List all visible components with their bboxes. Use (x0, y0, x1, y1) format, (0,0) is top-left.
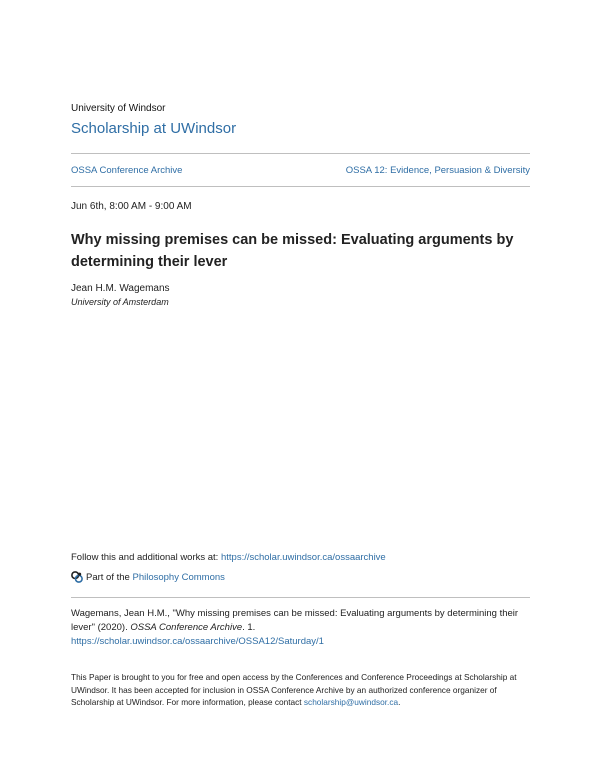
access-notice-text: This Paper is brought to you for free and open access by the Conferences and Conference Proceedings at Scholarship at UWindsor. It has been accepted for inclusion in OSSA Conference Archive by an authorized conference organizer of Scholarship at UWindsor. For more information, please contact (71, 672, 517, 707)
divider-bottom (71, 597, 530, 598)
citation-source: OSSA Conference Archive (130, 622, 243, 633)
contact-email-link[interactable]: scholarship@uwindsor.ca (303, 697, 399, 707)
author-name: Jean H.M. Wagemans (71, 283, 170, 294)
follow-works-line (71, 552, 386, 563)
recommended-citation (71, 607, 533, 649)
access-notice-end: . (398, 697, 401, 707)
author-affiliation: University of Amsterdam (71, 297, 169, 307)
event-date-time: Jun 6th, 8:00 AM - 9:00 AM (71, 201, 192, 212)
part-of-line (71, 571, 225, 583)
follow-label: Follow this and additional works at: (71, 552, 221, 563)
collection-link-archive[interactable]: OSSA Conference Archive (71, 165, 183, 176)
citation-text: Wagemans, Jean H.M., "Why missing premises can be missed: Evaluating arguments by determining their lever" (2020). (71, 608, 519, 633)
divider-middle (71, 186, 530, 187)
paper-title: Why missing premises can be missed: Evaluating arguments by determining their lever (71, 232, 514, 270)
commons-icon (71, 571, 83, 583)
access-notice (71, 671, 531, 709)
collection-link-ossa12[interactable]: OSSA 12: Evidence, Persuasion & Diversity (345, 165, 530, 176)
citation-url-link[interactable]: https://scholar.uwindsor.ca/ossaarchive/OSSA12/Saturday/1 (71, 636, 324, 647)
citation-tail: . 1. (242, 622, 256, 633)
institution-name: University of Windsor (71, 103, 166, 114)
part-label: Part of the (86, 571, 130, 583)
divider-top (71, 153, 530, 154)
archive-url-link[interactable]: https://scholar.uwindsor.ca/ossaarchive (220, 552, 386, 563)
repository-link[interactable]: Scholarship at UWindsor (71, 120, 237, 137)
philosophy-commons-link[interactable]: Philosophy Commons (132, 571, 225, 583)
